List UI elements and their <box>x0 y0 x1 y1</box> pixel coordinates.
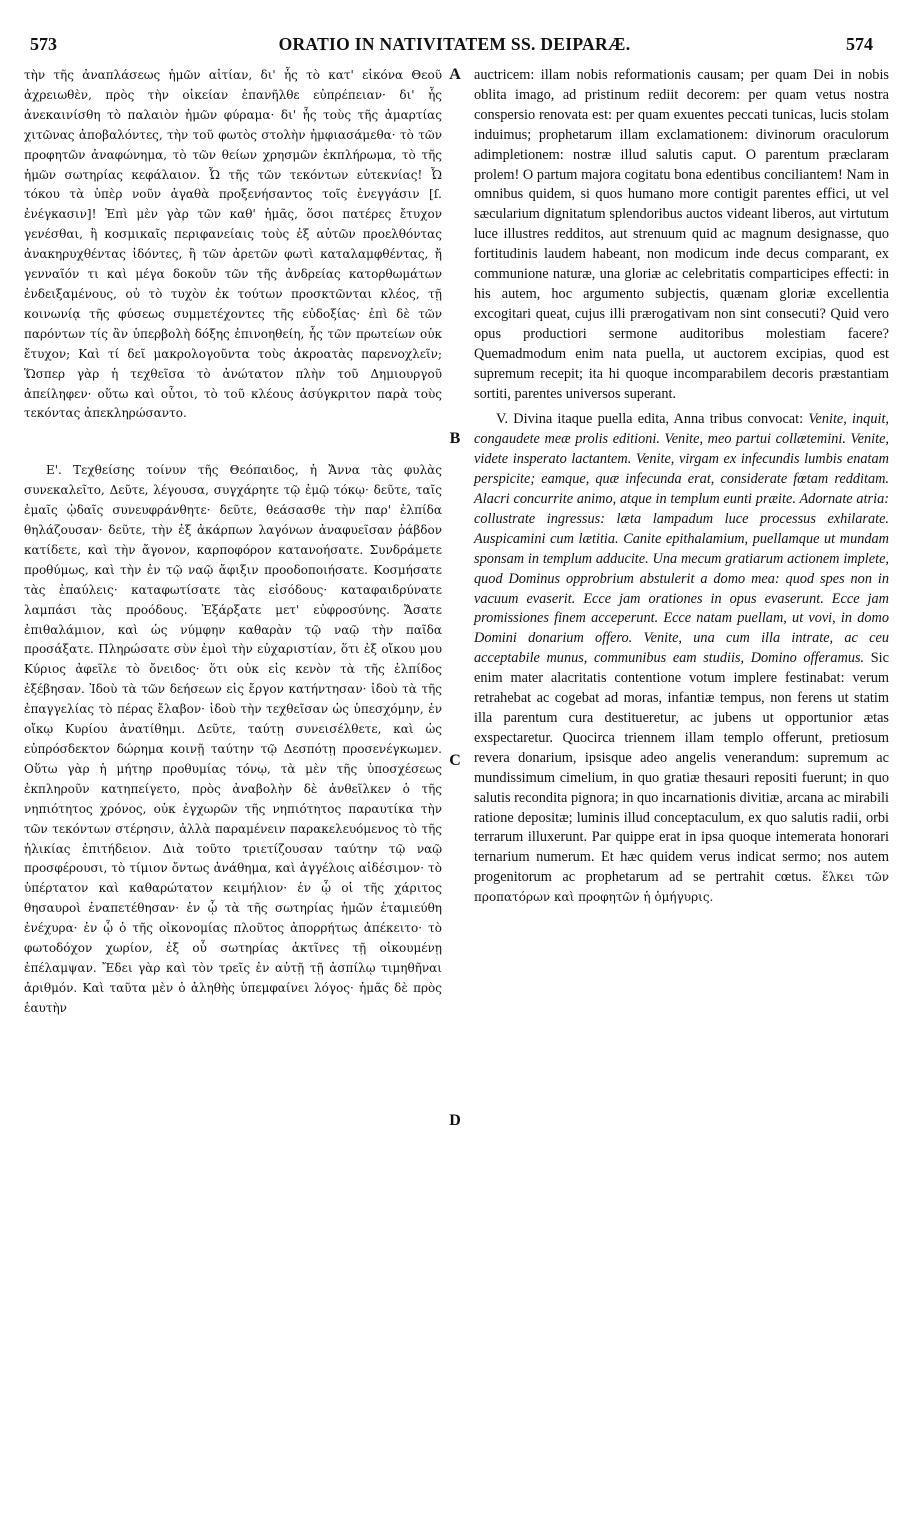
running-title: ORATIO IN NATIVITATEM SS. DEIPARÆ. <box>278 34 631 54</box>
latin-column <box>474 66 889 908</box>
margin-marker-c: C <box>449 752 461 769</box>
greek-column <box>24 66 442 1019</box>
page-number-right: 574 <box>846 34 873 54</box>
greek-paragraph-1: τὴν τῆς ἀναπλάσεως ἡμῶν αἰτίαν, δι' ἧς τὸ κατ' εἰκόνα Θεοῦ ἀχρειωθὲν, πρὸς τὴν οἰκείαν ἐπανῆλθε εὐπρέπειαν· δι' ἧς ἀνεκαινίσθη τὸ παλαιὸν ἡμῶν φύραμα· δι' ἧς τοὺς τῆς ἁμαρτίας χιτῶνας ἀποβαλόντες, τὴν τοῦ φωτὸς στολὴν ἠμφιασάμεθα· τὸ τῶν προφητῶν ἀναφώνημα, τὸ τῶν θείων χρησμῶν ἐκπλήρωμα, τὸ τῆς ἡμῶν σωτηρίας κεφάλαιον. Ὦ τῆς τῶν τεκόντων εὐτεκνίας! Ὦ τόκου τὰ ὑπὲρ νοῦν ἀγαθὰ προξενήσαντος τοῖς ἐνεγγάσιν [ſ. ἐνέγκασιν]! Ἐπὶ μὲν γὰρ τῶν καθ' ἡμᾶς, ὅσοι πατέρες ἔτυχον γενέσθαι, ἢ κοσμικαῖς περιφανείαις τοὺς ἐξ αὐτῶν προελθόντας ἀνακηρυχθέντας ἰδόντες, ἢ τῶν ἀρετῶν φωτὶ καταλαμφθέντας, ἤ γενναῖόν τι καὶ μέγα δοκοῦν τῶν τῆς ἀνδρείας κατορθωμάτων ἐνδειξαμένους, οὐ τὸ τυχὸν ἐκ τούτων προσκτῶνται κλέος, τῇ κοινωνίᾳ τῆς φύσεως συμμετέχοντες τῆς εὐδοξίας· ἐπὶ δὲ τῶν παρόντων τίς ἂν ὑπερβολὴ δόξης ἐπινοηθείη, ἧς τῶν πρωτείων οὐκ ἔτυχον; Καὶ τί δεῖ μακρολογοῦντα τοὺς ἀκροατὰς παρενοχλεῖν; Ὥσπερ γὰρ ἡ τεχθεῖσα τὸ ἀνώτατον πλὴν τοῦ Δημιουργοῦ ἀπείληφεν· οὕτω καὶ οὗτοι, τὸ τοῦ κλέους ἀσύγκριτον παρὰ τοὺς τεκόντας ἀπεκληρώσαντο. <box>24 68 442 421</box>
latin-paragraph-2-italic: Venite, inquit, congaudete meæ prolis editioni. Venite, meo partui collætemini. Venite, videte insperato lactantem. Venite, virgam ex infecundis lumbis enatam perspicite; eamque, quæ infecunda erat, considerate fœtam redditam. Alacri concurrite animo, atque in templum eunti præite. Adornate atria: collustrate ingressus: læta lampadum luce processus exhilarate. Auspicamini cum lætitia. Canite epithalamium, puellamque ut mundam sponsam in templum adducite. Una mecum gratiarum actionem implete, quod Dominus opprobrium abstulerit a domo mea: quod spes non in vacuum evaserit. Ecce jam orationes in opus evaserunt. Ecce jam promissiones finem acceperunt. Ecce natam puellam, ut vovi, in domo Domini donarium offero. Venite, una cum illa intrate, ac ceu acceptabile munus, communibus eam studiis, Domino offeramus. <box>474 411 889 667</box>
latin-paragraph-1: auctricem: illam nobis reformationis causam; per quam Dei in nobis oblita imago, ad pristinum rediit decorem: per quam vetus nostra conspersio renovata est: per quam exuentes peccati tunicas, lucis stolam induimus; prophetarum illam exclamationem: divinorum oraculorum adimpletionem: nostræ illud salutis caput. O parentum præclaram prolem! O partum majora cogitatu bona edentibus conciliantem! Nam in omnibus quidem, si quos humano more contigit parentes effici, ut vel sæcularium dignitatum splendoribus auctos videant liberos, aut virtutum luce illustres redditos, aut strenuum quid ac magnum designasse, quo fortitudinis laudem habeant, non modicum inde decus comparant, ex communione naturæ, una gloriæ ac celebritatis comparticipes effecti: in his autem, hoc argumento subjectis, quænam gloriæ excellentia excogitari queat, cujus illi prærogativam non sint consecuti? Quid vero opus productiori sermone auditoribus molestiam facere? Quemadmodum enim nata puella, ut auctorem excipias, quod est supremum recepit; ita hi quoque incomparabilem decoris præstantiam sortiti, parentes universos superant. <box>474 67 889 402</box>
page-number-left: 573 <box>30 34 57 54</box>
latin-paragraph-2-lead: V. Divina itaque puella edita, Anna tribus convocat: <box>496 411 804 428</box>
margin-marker-d: D <box>449 1112 461 1129</box>
latin-trailing-greek: ἕλκει τῶν προπατόρων καὶ προφητῶν ἡ ὁμήγυρις. <box>474 870 889 905</box>
page-header <box>20 34 889 62</box>
greek-paragraph-2: Ε'. Τεχθείσης τοίνυν τῆς Θεόπαιδος, ἡ Ἄννα τὰς φυλὰς συνεκαλεῖτο, Δεῦτε, λέγουσα, συγχάρητε τῷ ἐμῷ τόκῳ· δεῦτε, ταῖς ἐμαῖς ᾠδαῖς συνευφράνθητε· δεῦτε, θεάσασθε τὴν παρ' ἐλπίδα θηλάζουσαν· δεῦτε, τὴν ἐξ ἀκάρπων λαγόνων ἀναφυεῖσαν ῥάβδον κατίδετε, καὶ τὴν ἄγονον, καρποφόρον κατανοήσατε. Συνδράμετε προθύμως, καὶ τὴν ἐν τῷ ναῷ ἄφιξιν προοδοποιήσατε. Κοσμήσατε τὰς ἐπαύλεις· καταφωτίσατε τὰς εἰσόδους· καταφαιδρύνατε λαμπάσι τὰς προόδους. Ἐξάρξατε μετ' εὐφροσύνης. Ἄσατε ἐπιθαλάμιον, καὶ ὡς νύμφην καθαρὰν τῷ ναῷ τὴν παῖδα προσάξατε. Πληρώσατε σὺν ἐμοὶ τὴν εὐχαριστίαν, ὅτι ἐξ οἴκου μου Κύριος ἀφεῖλε τὸ ὄνειδος· ὅτι οὐκ εἰς κενὸν τὰ τῆς ἐλπίδος ἐξέβησαν. Ἰδοὺ τὰ τῶν δεήσεων εἰς ἔργον κατήντησαν· ἰδοὺ τὰ τῆς ἐπαγγελίας τὸ πέρας ἔλαβον· ἰδοὺ τὴν τεχθεῖσαν ὡς ὑπεσχόμην, ἐν οἴκῳ Κυρίου ἀνατίθημι. Δεῦτε, ταύτῃ συνεισέλθετε, καὶ ὡς εὐπρόσδεκτον δώρημα κοινῇ ταύτην τῷ Δεσπότῃ προσενέγκωμεν. Οὕτω γὰρ ἡ μήτηρ προθυμίας τόνῳ, τὰ μὲν τῆς ὑποσχέσεως ἐκπληροῦν κατηπείγετο, πρὸς ἀναβολὴν δὲ ἀνθεῖλκεν ὁ τῆς νηπιότητος χρόνος, οὐκ ἐγχωρῶν τῆς νηπιότητος παραυτίκα τὴν τῶν τεκόντων στέρησιν, ἀλλὰ παραμένειν παρακελευόμενος τὸ τῆς ἡλικίας ἐπιτήδειον. Διὰ τοῦτο τριετίζουσαν ταύτην τῷ ναῷ προσφέρουσι, τὸ τίμιον ὄντως ἀνάθημα, καὶ ἀγγέλοις αἰδέσιμον· τὸ ὑπέρτατον καὶ καθαρώτατον κειμήλιον· ἐν ᾧ οἱ τῆς χάριτος θησαυροὶ ἐναπετέθησαν· ἐν ᾧ τὰ τῆς σωτηρίας ἡμῶν ἐταμιεύθη ἐνέχυρα· ἐν ᾧ ὁ τῆς οἰκονομίας πλοῦτος ἀπορρήτως ἀπέκειτο· τὸ φωτοδόχον χωρίον, ἐξ οὗ σωτηρίας ἀκτῖνες τῇ οἰκουμένῃ ἐπέλαμψαν. Ἔδει γὰρ καὶ τὸν τρεῖς ἐν αὐτῇ τῇ ἀσπίλῳ τιμηθῆναι ἀριθμόν. Καὶ ταῦτα μὲν ὁ ἀληθὴς ὑπεμφαίνει λόγος· ἡμᾶς δὲ πρὸς ἑαυτὴν <box>24 463 442 1015</box>
paragraph-gap <box>24 424 442 461</box>
latin-paragraph-2-rest: Sic enim mater alacritatis contentione votum implere festinabat: verum retrahebat ac cogebat ad moras, infantiæ tempus, non ferens ut statim illa parentum cura destitueretur, ac jubens ut opportunior ætas exspectaretur. Quocirca triennem illam templo offerunt, pretiosum revera donarium, ipsisque adeo angelis venerandum: supremum ac mundissimum cimelium, in quo gratiæ thesauri repositi fuerunt; in quo salutis recondita pignora; in quo incarnationis divitiæ, arcana ac mirabili ratione depositæ; luminis illud conceptaculum, ex quo salutis radii, orbi terrarum illuxerunt. Par quippe erat in ipsa quoque intemerata honorari ternarium numerum. Et hæc quidem verus indicat sermo; nos autem progenitorum ac prophetarum ad se pertrahit cœtus. <box>474 650 889 886</box>
margin-marker-a: A <box>449 66 461 83</box>
latin-paragraph-2 <box>474 410 889 908</box>
margin-marker-b: B <box>449 430 461 447</box>
